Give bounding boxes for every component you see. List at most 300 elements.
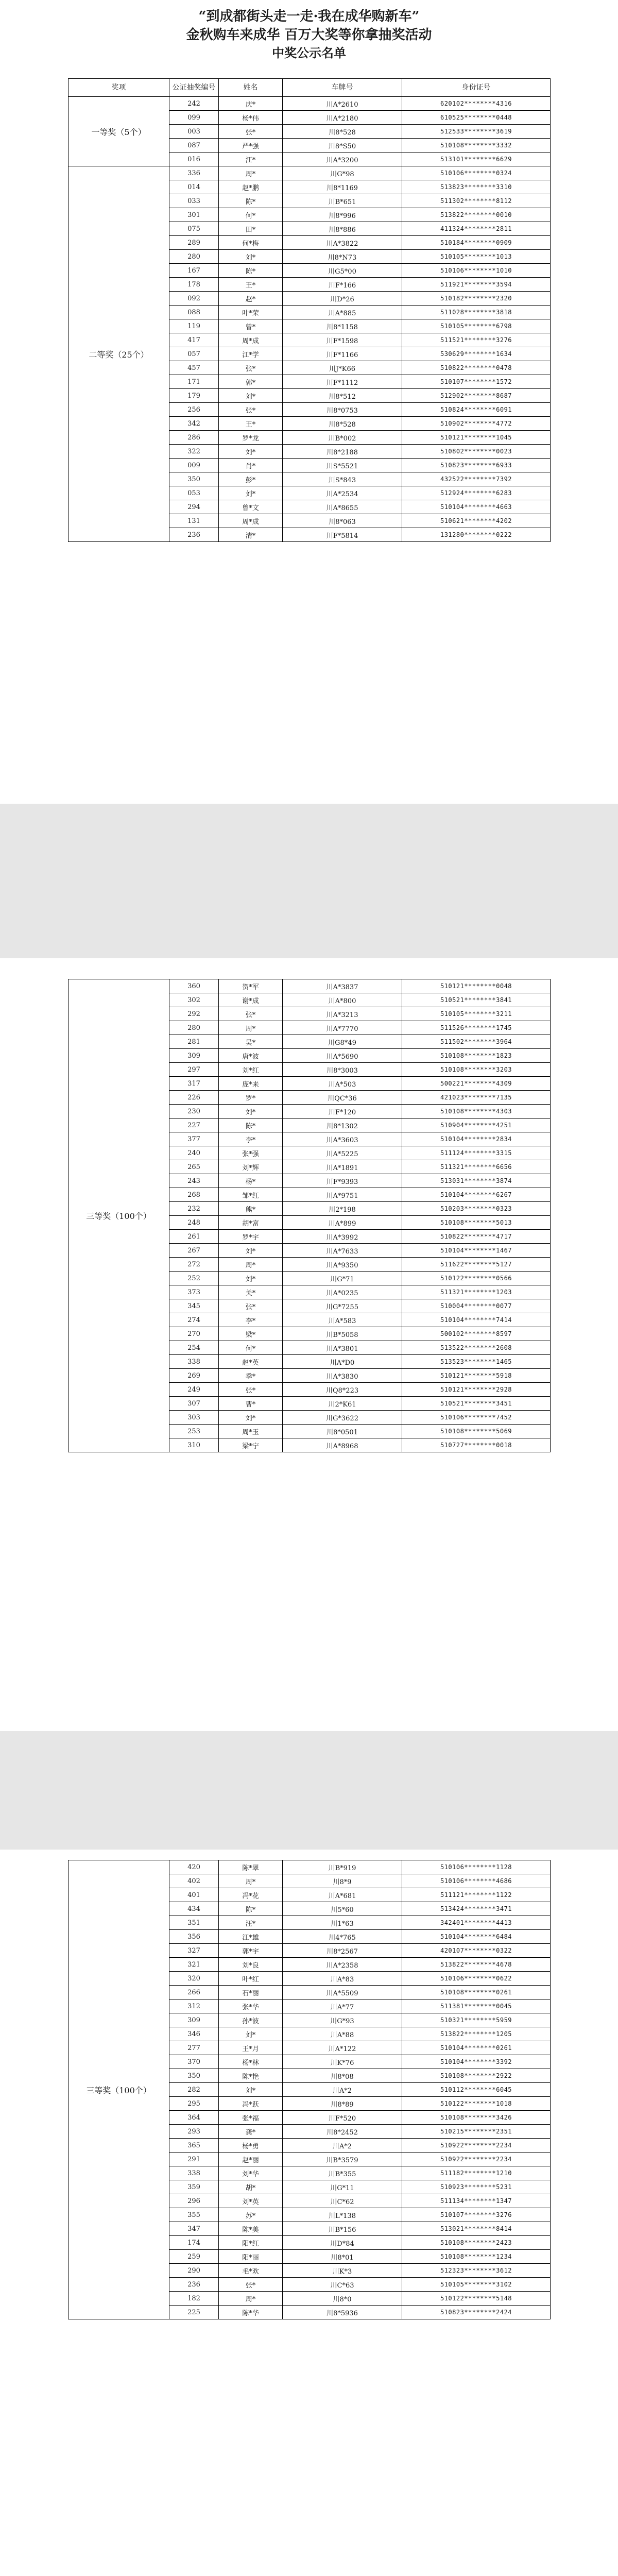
plate-number-cell: 川A*77: [283, 1999, 402, 2013]
winner-name-cell: 庆*: [219, 97, 283, 111]
winner-name-cell: 周*成: [219, 333, 283, 347]
plate-number-cell: 川D*84: [283, 2236, 402, 2250]
notary-number-cell: 293: [169, 2125, 219, 2139]
plate-number-cell: 川G*98: [283, 166, 402, 180]
notary-number-cell: 291: [169, 2153, 219, 2166]
winner-name-cell: 胡*富: [219, 1216, 283, 1230]
winner-name-cell: 周*: [219, 1021, 283, 1035]
notary-number-cell: 356: [169, 1930, 219, 1944]
id-number-cell: 510106********4686: [402, 1874, 551, 1888]
plate-number-cell: 川F*520: [283, 2111, 402, 2125]
table-row: [68, 97, 551, 111]
notary-number-cell: 290: [169, 2264, 219, 2278]
plate-number-cell: 川8*2452: [283, 2125, 402, 2139]
notary-number-cell: 178: [169, 278, 219, 292]
plate-number-cell: 川A*1891: [283, 1160, 402, 1174]
plate-number-cell: 川G*3622: [283, 1411, 402, 1425]
notary-number-cell: 351: [169, 1916, 219, 1930]
winner-name-cell: 唐*波: [219, 1049, 283, 1063]
notary-number-cell: 301: [169, 208, 219, 222]
notary-number-cell: 057: [169, 347, 219, 361]
plate-number-cell: 川A*7633: [283, 1244, 402, 1258]
plate-number-cell: 川2*K61: [283, 1397, 402, 1411]
notary-number-cell: 359: [169, 2180, 219, 2194]
plate-number-cell: 川A*5690: [283, 1049, 402, 1063]
notary-number-cell: 240: [169, 1146, 219, 1160]
notary-number-cell: 075: [169, 222, 219, 236]
notary-number-cell: 402: [169, 1874, 219, 1888]
plate-number-cell: 川A*3822: [283, 236, 402, 250]
winner-name-cell: 李*: [219, 1132, 283, 1146]
winner-name-cell: 清*: [219, 528, 283, 542]
plate-number-cell: 川C*63: [283, 2278, 402, 2292]
id-number-cell: 510104********7414: [402, 1313, 551, 1327]
winner-name-cell: 张*福: [219, 2111, 283, 2125]
notary-number-cell: 342: [169, 417, 219, 431]
plate-number-cell: 川G*11: [283, 2180, 402, 2194]
column-header-award: 奖项: [68, 79, 169, 97]
id-number-cell: 511124********3315: [402, 1146, 551, 1160]
id-number-cell: 510104********0261: [402, 2041, 551, 2055]
notary-number-cell: 280: [169, 1021, 219, 1035]
notary-number-cell: 269: [169, 1369, 219, 1383]
id-number-cell: 510904********4251: [402, 1118, 551, 1132]
id-number-cell: 510105********3211: [402, 1007, 551, 1021]
winner-name-cell: 邹*红: [219, 1188, 283, 1202]
notary-number-cell: 277: [169, 2041, 219, 2055]
notary-number-cell: 053: [169, 486, 219, 500]
notary-number-cell: 226: [169, 1091, 219, 1105]
notary-number-cell: 347: [169, 2222, 219, 2236]
plate-number-cell: 川8*89: [283, 2097, 402, 2111]
plate-number-cell: 川D*26: [283, 292, 402, 306]
id-number-cell: 510121********5918: [402, 1369, 551, 1383]
id-number-cell: 510105********3102: [402, 2278, 551, 2292]
plate-number-cell: 川8*N73: [283, 250, 402, 264]
notary-number-cell: 167: [169, 264, 219, 278]
notary-number-cell: 003: [169, 125, 219, 139]
id-number-cell: 513822********0010: [402, 208, 551, 222]
plate-number-cell: 川G5*00: [283, 264, 402, 278]
id-number-cell: 530629********1634: [402, 347, 551, 361]
plate-number-cell: 川G8*49: [283, 1035, 402, 1049]
plate-number-cell: 川A*9350: [283, 1258, 402, 1272]
id-number-cell: 513021********8414: [402, 2222, 551, 2236]
notary-number-cell: 088: [169, 306, 219, 319]
id-number-cell: 510215********2351: [402, 2125, 551, 2139]
notary-number-cell: 360: [169, 979, 219, 993]
notary-number-cell: 350: [169, 2069, 219, 2083]
table-row: [68, 1860, 551, 1874]
winner-name-cell: 肖*: [219, 459, 283, 472]
winner-name-cell: 张*: [219, 403, 283, 417]
id-number-cell: 510104********3392: [402, 2055, 551, 2069]
winner-name-cell: 何*梅: [219, 236, 283, 250]
plate-number-cell: 川8*528: [283, 125, 402, 139]
id-number-cell: 510108********3426: [402, 2111, 551, 2125]
id-number-cell: 510108********4303: [402, 1105, 551, 1118]
notary-number-cell: 420: [169, 1860, 219, 1874]
plate-number-cell: 川G*93: [283, 2013, 402, 2027]
id-number-cell: 510104********6484: [402, 1930, 551, 1944]
table-row: [68, 979, 551, 993]
id-number-cell: 500221********4309: [402, 1077, 551, 1091]
winner-name-cell: 梁*宁: [219, 1438, 283, 1452]
plate-number-cell: 川8*1302: [283, 1118, 402, 1132]
id-number-cell: 510902********4772: [402, 417, 551, 431]
id-number-cell: 500102********8597: [402, 1327, 551, 1341]
winner-name-cell: 梁*: [219, 1327, 283, 1341]
plate-number-cell: 川8*0753: [283, 403, 402, 417]
id-number-cell: 511134********1347: [402, 2194, 551, 2208]
id-number-cell: 510822********0478: [402, 361, 551, 375]
id-number-cell: 620102********4316: [402, 97, 551, 111]
notary-number-cell: 303: [169, 1411, 219, 1425]
winner-name-cell: 周*: [219, 1258, 283, 1272]
plate-number-cell: 川A*7770: [283, 1021, 402, 1035]
id-number-cell: 511321********6656: [402, 1160, 551, 1174]
notary-number-cell: 302: [169, 993, 219, 1007]
winner-name-cell: 叶*荣: [219, 306, 283, 319]
notary-number-cell: 243: [169, 1174, 219, 1188]
winner-name-cell: 杨*: [219, 1174, 283, 1188]
plate-number-cell: 川8*528: [283, 417, 402, 431]
id-number-cell: 510121********2928: [402, 1383, 551, 1397]
notary-number-cell: 253: [169, 1425, 219, 1438]
plate-number-cell: 川B*355: [283, 2166, 402, 2180]
plate-number-cell: 川8*2188: [283, 445, 402, 459]
id-number-cell: 510621********4202: [402, 514, 551, 528]
winner-name-cell: 罗*宇: [219, 1230, 283, 1244]
notary-number-cell: 457: [169, 361, 219, 375]
id-number-cell: 511302********8112: [402, 194, 551, 208]
winner-name-cell: 赵*丽: [219, 2153, 283, 2166]
id-number-cell: 510122********5148: [402, 2292, 551, 2306]
winner-name-cell: 周*: [219, 2292, 283, 2306]
plate-number-cell: 川QC*36: [283, 1091, 402, 1105]
award-level-cell: 三等奖（100个）: [68, 979, 169, 1452]
winner-name-cell: 阳*红: [219, 2236, 283, 2250]
plate-number-cell: 川A*899: [283, 1216, 402, 1230]
notary-number-cell: 009: [169, 459, 219, 472]
id-number-cell: 511028********3818: [402, 306, 551, 319]
id-number-cell: 510121********0048: [402, 979, 551, 993]
notary-number-cell: 312: [169, 1999, 219, 2013]
notary-number-cell: 087: [169, 139, 219, 152]
id-number-cell: 513101********6629: [402, 152, 551, 166]
plate-number-cell: 川F*1112: [283, 375, 402, 389]
notary-number-cell: 254: [169, 1341, 219, 1355]
winner-name-cell: 张*强: [219, 1146, 283, 1160]
plate-number-cell: 川8*9: [283, 1874, 402, 1888]
id-number-cell: 510122********1018: [402, 2097, 551, 2111]
page-gap-2: [0, 1731, 618, 1850]
winner-name-cell: 王*: [219, 278, 283, 292]
column-header-notary-number: 公证抽奖编号: [169, 79, 219, 97]
id-number-cell: 513823********3310: [402, 180, 551, 194]
id-number-cell: 510106********7452: [402, 1411, 551, 1425]
winner-name-cell: 刘*: [219, 445, 283, 459]
id-number-cell: 512533********3619: [402, 125, 551, 139]
winner-name-cell: 江*雄: [219, 1930, 283, 1944]
plate-number-cell: 川2*198: [283, 1202, 402, 1216]
plate-number-cell: 川F*1166: [283, 347, 402, 361]
plate-number-cell: 川8*3003: [283, 1063, 402, 1077]
winner-name-cell: 石*丽: [219, 1986, 283, 1999]
notary-number-cell: 365: [169, 2139, 219, 2153]
notary-number-cell: 266: [169, 1986, 219, 1999]
plate-number-cell: 川A*9751: [283, 1188, 402, 1202]
plate-number-cell: 川A*800: [283, 993, 402, 1007]
id-number-cell: 511321********1203: [402, 1285, 551, 1299]
id-number-cell: 420107********0322: [402, 1944, 551, 1958]
plate-number-cell: 川K*3: [283, 2264, 402, 2278]
id-number-cell: 513822********1205: [402, 2027, 551, 2041]
plate-number-cell: 川8*S50: [283, 139, 402, 152]
winner-name-cell: 贺*军: [219, 979, 283, 993]
notary-number-cell: 033: [169, 194, 219, 208]
id-number-cell: 510108********3203: [402, 1063, 551, 1077]
notary-number-cell: 274: [169, 1313, 219, 1327]
plate-number-cell: 川G*7255: [283, 1299, 402, 1313]
id-number-cell: 513522********2608: [402, 1341, 551, 1355]
column-header-plate: 车牌号: [283, 79, 402, 97]
winner-name-cell: 张*: [219, 1299, 283, 1313]
winner-name-cell: 赵*英: [219, 1355, 283, 1369]
notary-number-cell: 310: [169, 1438, 219, 1452]
winner-name-cell: 张*: [219, 361, 283, 375]
winner-name-cell: 刘*: [219, 250, 283, 264]
notary-number-cell: 286: [169, 431, 219, 445]
notary-number-cell: 249: [169, 1383, 219, 1397]
notary-number-cell: 280: [169, 250, 219, 264]
notary-number-cell: 295: [169, 2097, 219, 2111]
winner-name-cell: 杨*伟: [219, 111, 283, 125]
notary-number-cell: 099: [169, 111, 219, 125]
winner-name-cell: 刘*良: [219, 1958, 283, 1972]
notary-number-cell: 171: [169, 375, 219, 389]
winner-name-cell: 孙*波: [219, 2013, 283, 2027]
notary-number-cell: 230: [169, 1105, 219, 1118]
id-number-cell: 510112********6045: [402, 2083, 551, 2097]
notary-number-cell: 272: [169, 1258, 219, 1272]
id-number-cell: 342401********4413: [402, 1916, 551, 1930]
winner-name-cell: 曾*: [219, 319, 283, 333]
id-number-cell: 512924********6283: [402, 486, 551, 500]
id-number-cell: 510108********3332: [402, 139, 551, 152]
winner-name-cell: 庞*来: [219, 1077, 283, 1091]
id-number-cell: 511921********3594: [402, 278, 551, 292]
plate-number-cell: 川8*512: [283, 389, 402, 403]
winner-name-cell: 周*玉: [219, 1425, 283, 1438]
id-number-cell: 510104********1467: [402, 1244, 551, 1258]
plate-number-cell: 川8*996: [283, 208, 402, 222]
id-number-cell: 510004********0077: [402, 1299, 551, 1313]
winner-name-cell: 郭*: [219, 375, 283, 389]
notary-number-cell: 261: [169, 1230, 219, 1244]
plate-number-cell: 川A*5509: [283, 1986, 402, 1999]
plate-number-cell: 川A*2180: [283, 111, 402, 125]
notary-number-cell: 320: [169, 1972, 219, 1986]
id-number-cell: 510108********1823: [402, 1049, 551, 1063]
winner-name-cell: 阳*丽: [219, 2250, 283, 2264]
notary-number-cell: 232: [169, 1202, 219, 1216]
winner-name-cell: 毛*欢: [219, 2264, 283, 2278]
notary-number-cell: 236: [169, 2278, 219, 2292]
winner-name-cell: 刘*: [219, 2083, 283, 2097]
notary-number-cell: 281: [169, 1035, 219, 1049]
table-row: [68, 166, 551, 180]
winner-name-cell: 张*: [219, 125, 283, 139]
notary-number-cell: 401: [169, 1888, 219, 1902]
notary-number-cell: 307: [169, 1397, 219, 1411]
notary-number-cell: 225: [169, 2306, 219, 2319]
id-number-cell: 513031********3874: [402, 1174, 551, 1188]
winner-name-cell: 赵*鹏: [219, 180, 283, 194]
winner-name-cell: 郭*宇: [219, 1944, 283, 1958]
notary-number-cell: 268: [169, 1188, 219, 1202]
id-number-cell: 421023********7135: [402, 1091, 551, 1105]
id-number-cell: 510108********5013: [402, 1216, 551, 1230]
notary-number-cell: 174: [169, 2236, 219, 2250]
plate-number-cell: 川A*3830: [283, 1369, 402, 1383]
id-number-cell: 510922********2234: [402, 2139, 551, 2153]
winner-name-cell: 陈*艳: [219, 2069, 283, 2083]
id-number-cell: 510203********0323: [402, 1202, 551, 1216]
plate-number-cell: 川B*651: [283, 194, 402, 208]
plate-number-cell: 川F*1598: [283, 333, 402, 347]
winner-name-cell: 王*月: [219, 2041, 283, 2055]
notary-number-cell: 265: [169, 1160, 219, 1174]
winner-name-cell: 曹*: [219, 1397, 283, 1411]
plate-number-cell: 川A*3992: [283, 1230, 402, 1244]
winner-name-cell: 刘*: [219, 1411, 283, 1425]
id-number-cell: 510822********4717: [402, 1230, 551, 1244]
winner-name-cell: 陈*华: [219, 2306, 283, 2319]
plate-number-cell: 川8*063: [283, 514, 402, 528]
plate-number-cell: 川A*2: [283, 2083, 402, 2097]
notary-number-cell: 345: [169, 1299, 219, 1313]
plate-number-cell: 川A*83: [283, 1972, 402, 1986]
winner-name-cell: 周*: [219, 166, 283, 180]
winner-name-cell: 赵*: [219, 292, 283, 306]
id-number-cell: 510922********2234: [402, 2153, 551, 2166]
plate-number-cell: 川S*843: [283, 472, 402, 486]
notary-number-cell: 092: [169, 292, 219, 306]
winner-name-cell: 刘*英: [219, 2194, 283, 2208]
notary-number-cell: 259: [169, 2250, 219, 2264]
id-number-cell: 510104********2834: [402, 1132, 551, 1146]
plate-number-cell: 川C*62: [283, 2194, 402, 2208]
plate-number-cell: 川1*63: [283, 1916, 402, 1930]
plate-number-cell: 川B*5058: [283, 1327, 402, 1341]
id-number-cell: 510727********0018: [402, 1438, 551, 1452]
notary-number-cell: 338: [169, 1355, 219, 1369]
header-title-line3: 中奖公示名单: [272, 45, 346, 60]
plate-number-cell: 川8*886: [283, 222, 402, 236]
winners-table-page-2: [68, 979, 551, 1452]
plate-number-cell: 川A*2610: [283, 97, 402, 111]
winner-name-cell: 刘*辉: [219, 1160, 283, 1174]
plate-number-cell: 川A*3200: [283, 152, 402, 166]
winner-name-cell: 周*成: [219, 514, 283, 528]
id-number-cell: 510108********0261: [402, 1986, 551, 1999]
winner-name-cell: 季*: [219, 1369, 283, 1383]
notary-number-cell: 309: [169, 1049, 219, 1063]
winner-name-cell: 刘*: [219, 1105, 283, 1118]
notary-number-cell: 321: [169, 1958, 219, 1972]
id-number-cell: 510108********2423: [402, 2236, 551, 2250]
notary-number-cell: 370: [169, 2055, 219, 2069]
winner-name-cell: 罗*: [219, 1091, 283, 1105]
plate-number-cell: 川A*8655: [283, 500, 402, 514]
plate-number-cell: 川A*2534: [283, 486, 402, 500]
plate-number-cell: 川Q8*223: [283, 1383, 402, 1397]
id-number-cell: 511622********5127: [402, 1258, 551, 1272]
id-number-cell: 511121********1122: [402, 1888, 551, 1902]
id-number-cell: 510108********1234: [402, 2250, 551, 2264]
id-number-cell: 411324********2811: [402, 222, 551, 236]
winner-name-cell: 龚*: [219, 2125, 283, 2139]
plate-number-cell: 川8*01: [283, 2250, 402, 2264]
plate-number-cell: 川A*681: [283, 1888, 402, 1902]
winner-name-cell: 吴*: [219, 1035, 283, 1049]
plate-number-cell: 川F*9393: [283, 1174, 402, 1188]
id-number-cell: 131280********0222: [402, 528, 551, 542]
id-number-cell: 512902********8687: [402, 389, 551, 403]
id-number-cell: 510521********3841: [402, 993, 551, 1007]
winner-name-cell: 罗*龙: [219, 431, 283, 445]
plate-number-cell: 川B*002: [283, 431, 402, 445]
plate-number-cell: 川8*1158: [283, 319, 402, 333]
plate-number-cell: 川K*76: [283, 2055, 402, 2069]
notary-number-cell: 179: [169, 389, 219, 403]
notary-number-cell: 270: [169, 1327, 219, 1341]
winner-name-cell: 苏*: [219, 2208, 283, 2222]
id-number-cell: 510105********1013: [402, 250, 551, 264]
notary-number-cell: 014: [169, 180, 219, 194]
id-number-cell: 511521********3276: [402, 333, 551, 347]
notary-number-cell: 322: [169, 445, 219, 459]
sheet-page-2: [0, 958, 618, 1731]
id-number-cell: 510106********0324: [402, 166, 551, 180]
winner-name-cell: 江*学: [219, 347, 283, 361]
winner-name-cell: 杨*勇: [219, 2139, 283, 2153]
award-level-cell: 二等奖（25个）: [68, 166, 169, 542]
winner-name-cell: 谢*成: [219, 993, 283, 1007]
notary-number-cell: 282: [169, 2083, 219, 2097]
winner-name-cell: 关*: [219, 1285, 283, 1299]
plate-number-cell: 川B*3579: [283, 2153, 402, 2166]
plate-number-cell: 川A*88: [283, 2027, 402, 2041]
notary-number-cell: 355: [169, 2208, 219, 2222]
id-number-cell: 510802********0023: [402, 445, 551, 459]
award-level-cell: 三等奖（100个）: [68, 1860, 169, 2319]
plate-number-cell: 川A*583: [283, 1313, 402, 1327]
plate-number-cell: 川8*1169: [283, 180, 402, 194]
id-number-cell: 513424********3471: [402, 1902, 551, 1916]
winner-name-cell: 周*: [219, 1874, 283, 1888]
plate-number-cell: 川L*138: [283, 2208, 402, 2222]
plate-number-cell: 川4*765: [283, 1930, 402, 1944]
plate-number-cell: 川A*D0: [283, 1355, 402, 1369]
notary-number-cell: 377: [169, 1132, 219, 1146]
id-number-cell: 511526********1745: [402, 1021, 551, 1035]
notary-number-cell: 252: [169, 1272, 219, 1285]
header-title-line2: 金秋购车来成华 百万大奖等你拿抽奖活动: [186, 27, 432, 43]
sheet-page-1: [0, 0, 618, 804]
notary-number-cell: 336: [169, 166, 219, 180]
